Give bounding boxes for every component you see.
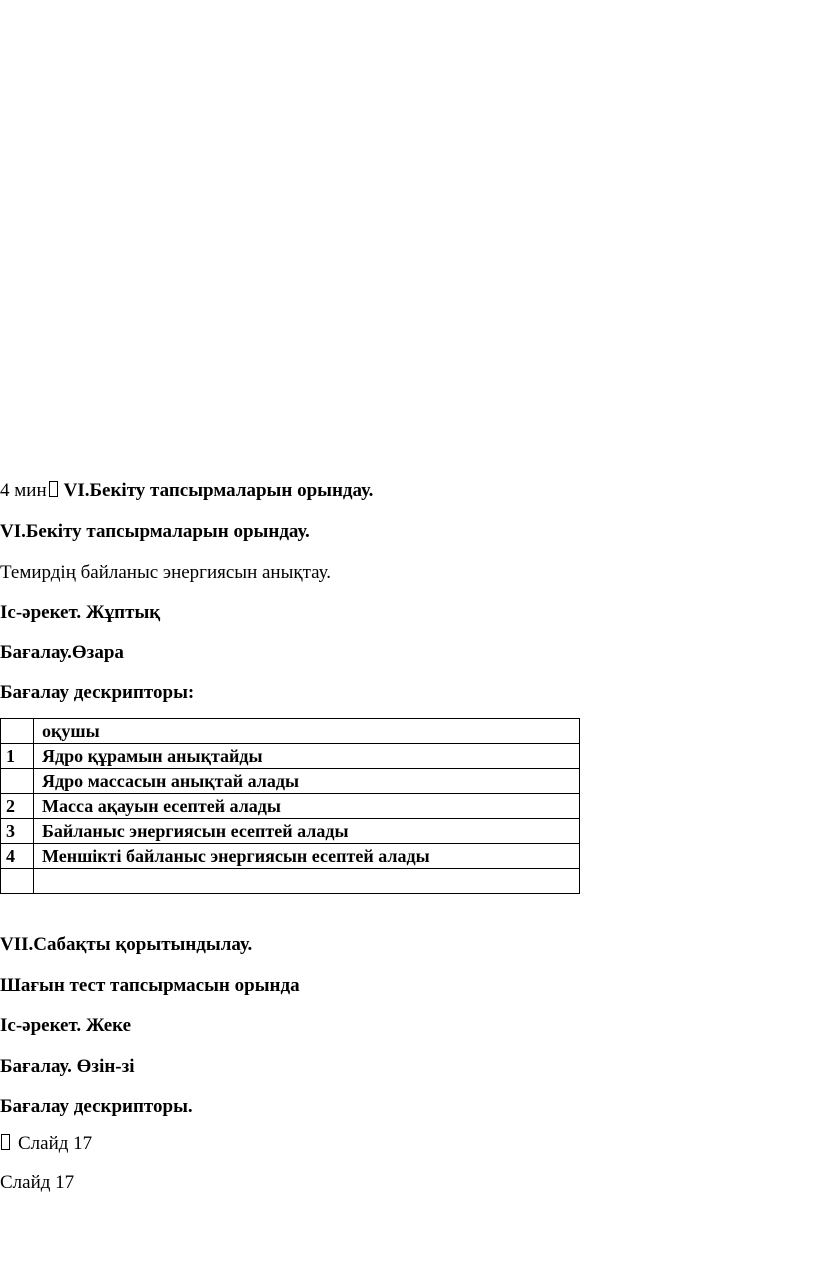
- row-descriptor: Байланыс энергиясын есептей алады: [34, 819, 580, 844]
- row-descriptor: оқушы: [34, 719, 580, 744]
- section-6-activity: Іс-әрекет. Жұптық: [0, 602, 161, 623]
- row-number: 1: [1, 744, 34, 769]
- table-row: [1, 744, 580, 769]
- table-row: [1, 794, 580, 819]
- slide-reference-line: [0, 1132, 92, 1156]
- row-descriptor: [34, 869, 580, 894]
- section-6-heading-inline: VI.Бекіту тапсырмаларын орындау.: [63, 480, 374, 501]
- table-row: [1, 869, 580, 894]
- row-descriptor: Ядро құрамын анықтайды: [34, 744, 580, 769]
- section-7-task: Шағын тест тапсырмасын орында: [0, 975, 300, 996]
- descriptors-table: [0, 718, 580, 894]
- row-number: [1, 719, 34, 744]
- section-7-activity: Іс-әрекет. Жеке: [0, 1015, 132, 1036]
- row-descriptor: Меншікті байланыс энергиясын есептей алады: [34, 844, 580, 869]
- row-number: [1, 869, 34, 894]
- table-row: [1, 719, 580, 744]
- section-7-heading: VII.Сабақты қорытындылау.: [0, 934, 253, 955]
- section-6-assessment: Бағалау.Өзара: [0, 642, 124, 663]
- row-number: 4: [1, 844, 34, 869]
- slide-reference: Слайд 17: [18, 1133, 93, 1154]
- row-descriptor: Масса ақауын есептей алады: [34, 794, 580, 819]
- row-number: [1, 769, 34, 794]
- table-row: [1, 769, 580, 794]
- section-7-assessment: Бағалау. Өзін-зі: [0, 1056, 135, 1077]
- missing-glyph-icon: [1, 1134, 10, 1150]
- section-6-heading: VI.Бекіту тапсырмаларын орындау.: [0, 521, 310, 542]
- missing-glyph-icon: [49, 481, 58, 497]
- slide-reference-plain: Слайд 17: [0, 1172, 75, 1193]
- time-label: 4 мин: [0, 480, 47, 501]
- row-number: 3: [1, 819, 34, 844]
- section-7-descriptors-title: Бағалау дескрипторы.: [0, 1096, 193, 1117]
- time-header-line: [0, 479, 373, 503]
- table-row: [1, 819, 580, 844]
- table-row: [1, 844, 580, 869]
- row-number: 2: [1, 794, 34, 819]
- section-6-descriptors-title: Бағалау дескрипторы:: [0, 682, 195, 703]
- row-descriptor: Ядро массасын анықтай алады: [34, 769, 580, 794]
- section-6-task: Темирдің байланыс энергиясын анықтау.: [0, 562, 331, 583]
